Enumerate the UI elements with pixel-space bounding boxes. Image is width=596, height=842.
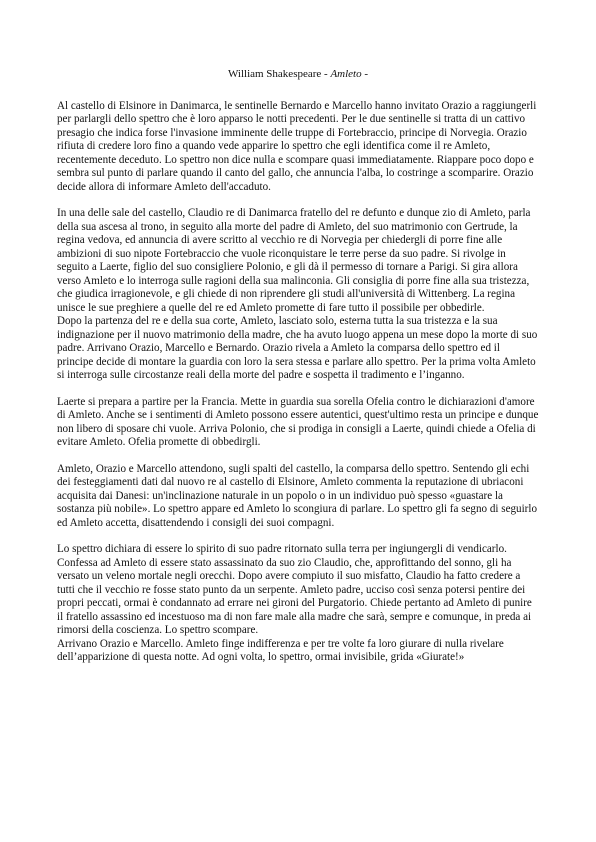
title-author: William Shakespeare - bbox=[227, 68, 331, 80]
paragraph-4: Laerte si prepara a partire per la Francia. Mette in guardia sua sorella Ofelia contro le dichiarazioni d'amore di Amleto. Anche se i sentimenti di Amleto possono essere autentici, quest'ultimo resta un principe e dunque non libero di sposare chi vuole. Arriva Polonio, che si prodiga in consigli a Laerte, quindi chiede a Ofelia di evitare Amleto. Ofelia promette di obbedirgli. bbox=[57, 395, 539, 448]
paragraph-5: Amleto, Orazio e Marcello attendono, sugli spalti del castello, la comparsa dello spettro. Sentendo gli echi dei festeggiamenti dati dal nuovo re al castello di Elsinore, Amleto commenta la reputazione di ubriaconi acquisita dai Danesi: un'inclinazione naturale in un popolo o in un individuo può spesso «guastare la sostanza più nobile». Lo spettro appare ed Amleto lo scongiura di parlare. Lo spettro gli fa segno di seguirlo ed Amleto accetta, disattendendo i consigli dei suoi compagni. bbox=[57, 462, 537, 529]
paragraph-3: Dopo la partenza del re e della sua corte, Amleto, lasciato solo, esterna tutta la sua tristezza e la sua indignazione per il nuovo matrimonio della madre, che ha avuto luogo appena un mese dopo la morte di suo padre. Arrivano Orazio, Marcello e Bernardo. Orazio rivela a Amleto la comparsa dello spettro ed il principe decide di montare la guardia con loro la sera stessa e parlare allo spettro. Per la prima volta Amleto si interroga sulle circostanze reali della morte del padre e sospetta il tradimento e l’inganno. bbox=[57, 315, 538, 381]
title-work: Amleto bbox=[330, 68, 362, 80]
document-title bbox=[57, 68, 539, 82]
paragraph-6: Lo spettro dichiara di essere lo spirito di suo padre ritornato sulla terra per ingiungergli di vendicarlo. Confessa ad Amleto di essere stato assassinato da suo zio Claudio, che, approfittando del sonno, gli ha versato un veleno mortale negli orecchi. Dopo avere compiuto il suo misfatto, Claudio ha fatto credere a tutti che il vecchio re fosse stato punto da un serpente. Amleto padre, ucciso così senza potersi pentire dei propri peccati, ormai è condannato ad errare nei gironi del Purgatorio. Chiede pertanto ad Amleto di punire il fratello assassino ed incestuoso ma di non fare male alla madre che sarà, sempre e comunque, in preda ai rimorsi della coscienza. Lo spettro scompare. bbox=[57, 543, 532, 636]
paragraph-1: Al castello di Elsinore in Danimarca, le sentinelle Bernardo e Marcello hanno invitato Orazio a raggiungerli per parlargli dello spettro che è loro apparso le notti precedenti. Per le due sentinelle si tratta di un cattivo presagio che indica forse l'invasione imminente delle truppe di Fortebraccio, principe di Norvegia. Orazio rifiuta di credere loro fino a quando vede apparire lo spettro che egli identifica come il re Amleto, recentemente deceduto. Lo spettro non dice nulla e scompare quasi immediatamente. Riappare poco dopo e sembra sul punto di parlare quando il canto del gallo, che annuncia l'alba, lo costringe a scomparire. Orazio decide allora di informare Amleto dell'accaduto. bbox=[57, 99, 537, 193]
document-page bbox=[57, 68, 539, 665]
paragraph-2: In una delle sale del castello, Claudio re di Danimarca fratello del re defunto e dunque zio di Amleto, parla della sua ascesa al trono, in seguito alla morte del padre di Amleto, del suo matrimonio con Gertrude, la regina vedova, ed annuncia di avere scritto al vecchio re di Norvegia per chiedergli di porre fine alle ambizioni di suo nipote Fortebraccio che vuole riconquistare le terre perse da suo padre. Si rivolge in seguito a Laerte, figlio del suo consigliere Polonio, e gli dà il permesso di tornare a Parigi. Si gira allora verso Amleto e lo interroga sulle ragioni della sua malinconia. Gli consiglia di porre fine alla sua tristezza, che giudica irragionevole, e gli chiede di non riprendere gli studi all'università di Wittenberg. La regina unisce le sue preghiere a quelle del re ed Amleto promette di fare tutto il possibile per obbedirle. bbox=[57, 207, 531, 314]
paragraph-7: Arrivano Orazio e Marcello. Amleto finge indifferenza e per tre volte fa loro giurare di nulla rivelare dell’apparizione di questa notte. Ad ogni volta, lo spettro, ormai invisibile, grida «Giurate!» bbox=[57, 637, 504, 663]
title-suffix: - bbox=[361, 68, 369, 80]
